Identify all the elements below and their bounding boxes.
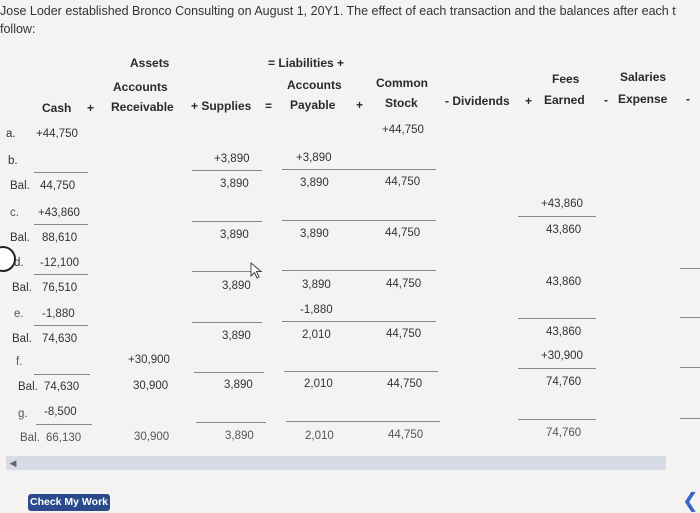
fees-cell: 43,860: [546, 276, 582, 288]
stock-cell: 44,750: [385, 227, 421, 239]
underline: [34, 274, 88, 275]
plus-sign-2: +: [356, 98, 364, 112]
intro-line-1: Jose Loder established Bronco Consulting on August 1, 20Y1. The effect of each transaction and the balances after each t: [0, 4, 676, 18]
stock-cell: 44,750: [387, 378, 423, 390]
underline: [194, 372, 264, 373]
cash-cell: 76,510: [42, 282, 78, 294]
row-label: Bal.: [18, 381, 38, 393]
supplies-cell: 3,890: [220, 229, 249, 241]
underline: [282, 220, 436, 221]
row-label: b.: [8, 155, 18, 167]
underline: [282, 321, 436, 322]
cursor-icon: [250, 262, 264, 280]
fees-cell: 74,760: [546, 427, 582, 439]
liabilities-heading: = Liabilities +: [268, 56, 345, 70]
horizontal-scrollbar[interactable]: [6, 456, 666, 470]
underline: [282, 169, 436, 170]
salaries-heading: Salaries: [620, 70, 667, 84]
payable-cell: +3,890: [296, 152, 332, 164]
underline: [192, 221, 262, 222]
cash-cell: -8,500: [44, 406, 77, 418]
row-label: f.: [16, 356, 23, 368]
stock-heading: Stock: [385, 96, 418, 110]
underline: [284, 371, 438, 372]
supplies-cell: 3,890: [222, 280, 251, 292]
intro-line-2: follow:: [0, 22, 36, 36]
underline: [680, 268, 700, 269]
cash-cell: +43,860: [38, 207, 80, 219]
chevron-left-icon[interactable]: ❮: [682, 490, 699, 512]
underline: [34, 224, 88, 225]
accounts-payable-heading-1: Accounts: [287, 78, 342, 92]
underline: [34, 172, 88, 173]
expense-heading: Expense: [618, 92, 668, 106]
underline: [282, 270, 436, 271]
underline: [680, 317, 700, 318]
underline: [518, 419, 596, 420]
plus-sign: +: [87, 101, 95, 115]
receivable-cell: +30,900: [128, 354, 170, 366]
row-label: Bal.: [20, 432, 40, 444]
row-label: a.: [6, 128, 16, 140]
underline: [192, 170, 262, 171]
fees-cell: +43,860: [541, 198, 583, 210]
cash-cell: 66,130: [46, 432, 82, 444]
payable-cell: -1,880: [300, 304, 333, 316]
underline: [518, 216, 596, 217]
receivable-heading: Receivable: [111, 100, 174, 114]
minus-sign: -: [604, 93, 608, 107]
cash-cell: 74,630: [42, 333, 78, 345]
supplies-cell: +3,890: [214, 153, 250, 165]
common-stock-heading-1: Common: [376, 76, 428, 90]
fees-cell: 74,760: [546, 376, 582, 388]
underline: [192, 322, 262, 323]
row-label: Bal.: [12, 333, 32, 345]
row-label: d.: [14, 257, 24, 269]
stock-cell: +44,750: [382, 124, 424, 136]
cash-heading: Cash: [42, 101, 72, 115]
stock-cell: 44,750: [386, 278, 422, 290]
row-label: e.: [14, 308, 24, 320]
payable-cell: 3,890: [300, 228, 329, 240]
underline: [34, 374, 90, 375]
row-label: g.: [18, 408, 28, 420]
underline: [196, 422, 266, 423]
accounts-receivable-heading-1: Accounts: [113, 80, 168, 94]
fees-cell: 43,860: [546, 326, 582, 338]
cash-cell: +44,750: [36, 128, 78, 140]
stock-cell: 44,750: [386, 328, 422, 340]
underline: [286, 421, 440, 422]
payable-heading: Payable: [290, 98, 336, 112]
payable-cell: 2,010: [304, 378, 333, 390]
underline: [518, 368, 596, 369]
supplies-cell: 3,890: [225, 430, 254, 442]
cash-cell: -1,880: [42, 308, 75, 320]
minus-sign-2: -: [686, 92, 690, 106]
fees-cell: +30,900: [541, 350, 583, 362]
stock-cell: 44,750: [388, 429, 424, 441]
underline: [518, 318, 596, 319]
supplies-cell: 3,890: [224, 379, 253, 391]
supplies-heading: + Supplies: [191, 99, 252, 113]
payable-cell: 2,010: [305, 430, 334, 442]
payable-cell: 3,890: [300, 177, 329, 189]
underline: [680, 367, 700, 368]
supplies-cell: 3,890: [222, 330, 251, 342]
payable-cell: 3,890: [302, 279, 331, 291]
underline: [36, 424, 92, 425]
scroll-left-icon[interactable]: ◀: [9, 458, 17, 468]
row-label: Bal.: [12, 282, 32, 294]
plus-sign-3: +: [525, 94, 533, 108]
row-label: Bal.: [10, 180, 30, 192]
cash-cell: 74,630: [44, 381, 80, 393]
assets-heading: Assets: [130, 56, 170, 70]
row-label: Bal.: [10, 232, 30, 244]
fees-cell: 43,860: [546, 224, 582, 236]
row-label: c.: [10, 207, 19, 219]
cash-cell: 88,610: [42, 232, 78, 244]
dividends-heading: - Dividends: [445, 94, 510, 108]
underline: [680, 418, 700, 419]
cash-cell: -12,100: [40, 257, 80, 269]
supplies-cell: 3,890: [220, 178, 249, 190]
equals-sign: =: [265, 99, 273, 113]
fees-heading: Fees: [552, 72, 580, 86]
receivable-cell: 30,900: [134, 431, 170, 443]
earned-heading: Earned: [544, 93, 585, 107]
underline: [34, 325, 88, 326]
stock-cell: 44,750: [385, 176, 421, 188]
cash-cell: 44,750: [40, 180, 76, 192]
check-my-work-button[interactable]: Check My Work: [28, 494, 110, 511]
payable-cell: 2,010: [302, 329, 331, 341]
receivable-cell: 30,900: [133, 380, 169, 392]
